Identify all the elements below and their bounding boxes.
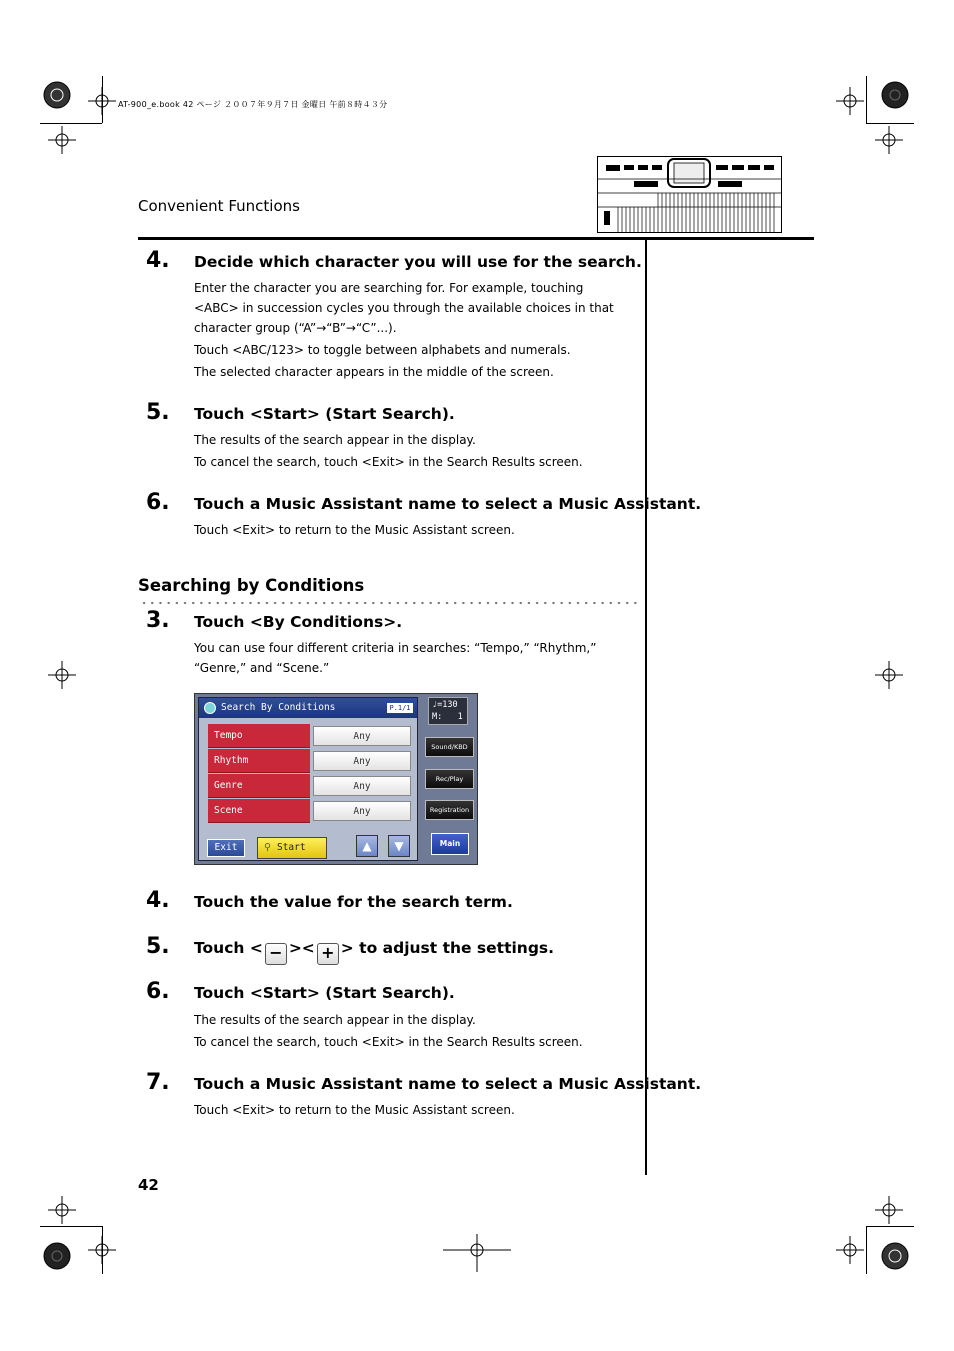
search-icon: ⚲ (264, 842, 271, 853)
condition-value[interactable]: Any (313, 751, 411, 771)
title-part: Touch < (194, 939, 263, 957)
sound-kbd-button[interactable]: Sound/KBD (425, 737, 474, 757)
condition-row-rhythm[interactable] (208, 749, 412, 773)
step-body (194, 278, 626, 382)
condition-label: Rhythm (208, 749, 310, 773)
tempo-display (428, 697, 468, 725)
paragraph: The results of the search appear in the display. (194, 1013, 476, 1027)
paragraph: Enter the character you are searching for. For example, touching <ABC> in succession cycles you through the available choices in that character group (“A”→“B”→“C”...). (194, 281, 614, 335)
step-body (194, 430, 626, 472)
section-heading: Searching by Conditions (138, 576, 365, 595)
step-title: Touch <Start> (Start Search). (194, 405, 455, 423)
start-label: Start (276, 842, 306, 853)
screen-side-panel (422, 697, 474, 861)
step-number: 5. (146, 934, 170, 959)
title-part: > to adjust the settings. (340, 939, 555, 957)
condition-row-tempo[interactable] (208, 724, 412, 748)
header-rule (138, 237, 814, 240)
tempo-value: ♩=130 (432, 700, 458, 710)
measure-value: M: 1 (432, 712, 463, 722)
print-meta-line: AT-900_e.book 42 ページ ２００７年９月７日 金曜日 午前８時４３分 (118, 100, 388, 109)
step-title: Touch a Music Assistant name to select a Music Assistant. (194, 495, 702, 513)
paragraph: The results of the search appear in the display. (194, 433, 476, 447)
step-number: 6. (146, 979, 170, 1004)
step-number: 4. (146, 888, 170, 913)
condition-row-scene[interactable] (208, 799, 412, 823)
page-indicator: P.1/1 (387, 703, 413, 713)
step-body (194, 1010, 626, 1052)
main-button[interactable]: Main (431, 833, 469, 855)
step-title: Touch a Music Assistant name to select a Music Assistant. (194, 1075, 702, 1093)
step-body (194, 520, 626, 540)
screen-titlebar (199, 698, 417, 718)
paragraph: Touch <Exit> to return to the Music Assistant screen. (194, 1103, 515, 1117)
condition-row-genre[interactable] (208, 774, 412, 798)
paragraph: You can use four different criteria in searches: “Tempo,” “Rhythm,” “Genre,” and “Scene.” (194, 641, 597, 675)
condition-value[interactable]: Any (313, 726, 411, 746)
disc-icon (204, 702, 216, 714)
step-title: Touch the value for the search term. (194, 893, 513, 911)
page-number: 42 (138, 1176, 159, 1194)
step-number: 7. (146, 1070, 170, 1095)
scroll-up-button[interactable]: ▲ (356, 835, 378, 857)
screen-title: Search By Conditions (221, 702, 336, 713)
step-number: 3. (146, 608, 170, 633)
rec-play-button[interactable]: Rec/Play (425, 769, 474, 789)
step-title: Touch <By Conditions>. (194, 613, 403, 631)
step-number: 6. (146, 490, 170, 515)
dotted-rule (140, 601, 642, 605)
column-rule (645, 240, 647, 1175)
screen-main-panel (198, 697, 418, 861)
search-by-conditions-screen (194, 693, 478, 865)
plus-key-icon: + (317, 943, 339, 965)
condition-label: Scene (208, 799, 310, 823)
step-title (194, 939, 554, 965)
step-number: 5. (146, 400, 170, 425)
title-part: >< (288, 939, 315, 957)
step-body (194, 638, 626, 678)
condition-value[interactable]: Any (313, 776, 411, 796)
step-body (194, 1100, 626, 1120)
running-header: Convenient Functions (138, 197, 300, 215)
step-title: Touch <Start> (Start Search). (194, 984, 455, 1002)
start-button[interactable] (257, 837, 327, 859)
organ-icon (597, 156, 782, 233)
paragraph: To cancel the search, touch <Exit> in the Search Results screen. (194, 1035, 583, 1049)
minus-key-icon: − (265, 943, 287, 965)
exit-button[interactable]: Exit (207, 839, 245, 857)
condition-label: Tempo (208, 724, 310, 748)
condition-label: Genre (208, 774, 310, 798)
paragraph: Touch <Exit> to return to the Music Assistant screen. (194, 523, 515, 537)
scroll-down-button[interactable]: ▼ (388, 835, 410, 857)
paragraph: To cancel the search, touch <Exit> in the Search Results screen. (194, 455, 583, 469)
registration-button[interactable]: Registration (425, 800, 474, 820)
paragraph: The selected character appears in the middle of the screen. (194, 365, 554, 379)
step-number: 4. (146, 248, 170, 273)
condition-value[interactable]: Any (313, 801, 411, 821)
step-title: Decide which character you will use for the search. (194, 253, 642, 271)
paragraph: Touch <ABC/123> to toggle between alphabets and numerals. (194, 343, 571, 357)
